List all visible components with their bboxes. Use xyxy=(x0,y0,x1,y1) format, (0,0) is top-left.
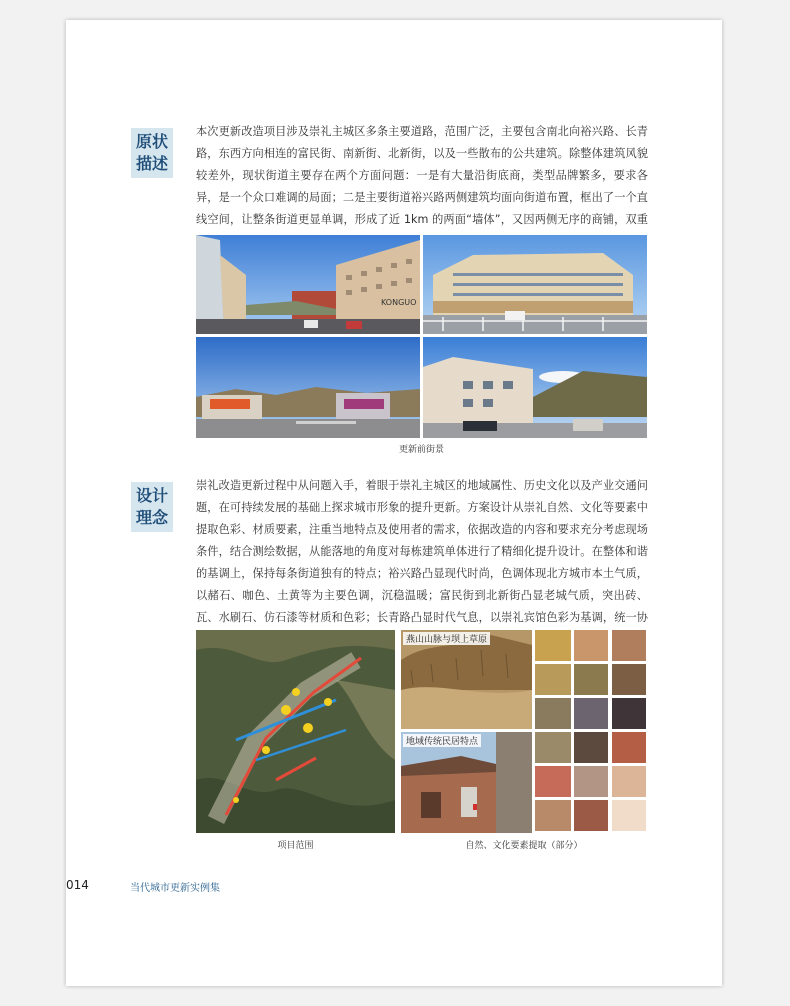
color-swatch xyxy=(612,766,646,797)
section-label-status xyxy=(131,128,173,178)
design-concept-paragraph: 崇礼改造更新过程中从问题入手，着眼于崇礼主城区的地域属性、历史文化以及产业交通问题，在可持续发展的基础上探求城市形象的提升更新。方案设计从崇礼自然、文化等要素中提取色彩、材质要素，注重当地特点及使用者的需求，依据改造的内容和要求充分考虑现场条件，结合测绘数据，从能落地的角度对每栋建筑单体进行了精细化提升设计。在整体和谐的基调上，保持每条街道独有的特点；裕兴路凸显现代时尚，色调体现北方城市本土气质，以赭石、咖色、土黄等为主要色调，沉稳温暖；富民街到北新街凸显老城气质，突出砖、瓦、水刷石、仿石漆等材质和色彩；长青路凸显时代气息，以崇礼宾馆色彩为基调，统一协 xyxy=(196,479,648,624)
traditional-dwelling-photo xyxy=(401,732,532,833)
color-swatch xyxy=(612,698,646,729)
color-swatch xyxy=(574,698,608,729)
material-swatch xyxy=(535,732,571,763)
street-photo-3 xyxy=(196,337,420,438)
color-swatch xyxy=(574,800,608,831)
section-label-text: 设计理念 xyxy=(135,486,168,527)
color-swatch xyxy=(574,630,608,661)
street-photo-2 xyxy=(423,235,647,334)
color-swatch xyxy=(612,630,646,661)
photo-caption-before-update: 更新前街景 xyxy=(398,445,444,455)
color-swatch xyxy=(574,664,608,695)
color-swatch xyxy=(574,766,608,797)
project-range-map xyxy=(196,630,395,833)
street-photo-4 xyxy=(423,337,647,438)
color-swatch xyxy=(612,664,646,695)
inset-label-dwellings: 地域传统民居特点 xyxy=(403,734,481,747)
book-title: 当代城市更新实例集 xyxy=(130,883,220,894)
color-swatch xyxy=(612,800,646,831)
inset-label-mountains: 燕山山脉与坝上草原 xyxy=(403,632,490,645)
status-description-paragraph: 本次更新改造项目涉及崇礼主城区多条主要道路，范围广泛，主要包含南北向裕兴路、长青路，东西方向相连的富民街、南新街、北新街，以及一些散布的公共建筑。除整体建筑风貌较差外，现状街道主要存在两个方面问题：一是有大量沿街底商，类型品牌繁多，要求各异，是一个众口难调的局面；二是主要街道裕兴路两侧建筑均面向街道布置，框出了一个直线空间，让整条街道更显单调，形成了近 1km 的两面“墙体”，又因两侧无序的商铺，双重 xyxy=(196,125,648,226)
color-swatch xyxy=(612,732,646,763)
culture-caption: 自然、文化要素提取（部分） xyxy=(465,841,583,851)
section-label-design xyxy=(131,482,173,532)
color-swatch xyxy=(574,732,608,763)
material-swatch xyxy=(535,800,571,831)
material-swatch xyxy=(535,766,571,797)
store-sign-text: KONGUO xyxy=(381,298,417,307)
street-photo-1 xyxy=(196,235,420,334)
material-swatch xyxy=(535,630,571,661)
page-number: 014 xyxy=(66,878,89,892)
map-caption: 项目范围 xyxy=(277,841,314,851)
material-swatch xyxy=(535,664,571,695)
section-label-text: 原状描述 xyxy=(135,132,168,173)
material-swatch xyxy=(535,698,571,729)
